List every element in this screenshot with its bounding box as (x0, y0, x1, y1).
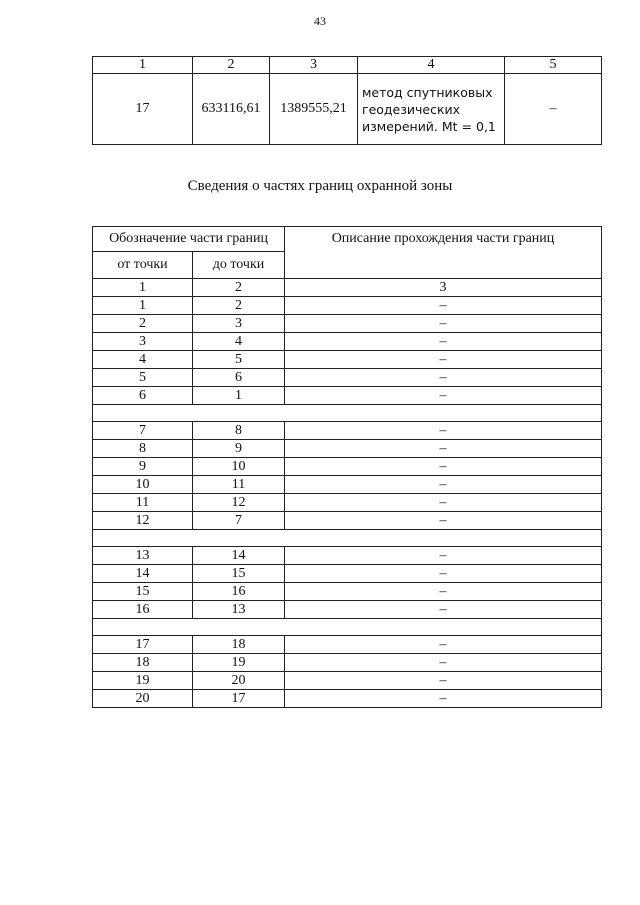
to-point-cell: 13 (193, 601, 285, 619)
to-point-cell: 14 (193, 547, 285, 565)
group-separator-row (93, 405, 602, 422)
to-point-cell: 20 (193, 672, 285, 690)
coordinate-x: 633116,61 (193, 74, 270, 145)
to-point-cell: 16 (193, 583, 285, 601)
table-row (93, 583, 602, 601)
column-number-5: 5 (505, 57, 602, 74)
from-point-cell: 11 (93, 494, 193, 512)
coordinates-table (92, 56, 602, 145)
from-point-cell: 10 (93, 476, 193, 494)
table-row (93, 351, 602, 369)
boundary-parts-table (92, 226, 602, 708)
description-cell: – (285, 601, 602, 619)
description-cell: – (285, 315, 602, 333)
from-point-cell: 7 (93, 422, 193, 440)
from-point-cell: 3 (93, 333, 193, 351)
table-row (93, 333, 602, 351)
table-row (93, 458, 602, 476)
table-row (93, 315, 602, 333)
separator-cell (93, 619, 602, 636)
table-row (93, 601, 602, 619)
column-number-2: 2 (193, 279, 285, 297)
to-point-cell: 8 (193, 422, 285, 440)
column-number-3: 3 (270, 57, 358, 74)
from-point-cell: 16 (93, 601, 193, 619)
to-point-cell: 19 (193, 654, 285, 672)
to-point-cell: 12 (193, 494, 285, 512)
from-point-cell: 20 (93, 690, 193, 708)
designation-header: Обозначение части границ (93, 227, 285, 252)
to-point-cell: 17 (193, 690, 285, 708)
table-row (93, 494, 602, 512)
description-cell: – (285, 369, 602, 387)
to-point-cell: 6 (193, 369, 285, 387)
description-cell: – (285, 547, 602, 565)
table-row (93, 565, 602, 583)
table-row (93, 369, 602, 387)
description-cell: – (285, 654, 602, 672)
table-header-row (93, 227, 602, 252)
from-point-cell: 19 (93, 672, 193, 690)
to-point-cell: 10 (193, 458, 285, 476)
from-point-cell: 2 (93, 315, 193, 333)
description-cell: – (285, 440, 602, 458)
description-cell: – (285, 583, 602, 601)
from-point-cell: 15 (93, 583, 193, 601)
table-row (93, 387, 602, 405)
description-cell: – (285, 672, 602, 690)
table-row (93, 690, 602, 708)
to-point-cell: 15 (193, 565, 285, 583)
column-number-4: 4 (358, 57, 505, 74)
to-point-cell: 2 (193, 297, 285, 315)
description-header: Описание прохождения части границ (285, 227, 602, 279)
table-row (93, 422, 602, 440)
table-row (93, 547, 602, 565)
description-cell: – (285, 565, 602, 583)
from-point-cell: 18 (93, 654, 193, 672)
description-cell: – (285, 636, 602, 654)
from-point-cell: 8 (93, 440, 193, 458)
to-point-cell: 11 (193, 476, 285, 494)
table-row (93, 636, 602, 654)
table-row (93, 297, 602, 315)
table-row (93, 476, 602, 494)
method-description: метод спутниковых геодезических измерений. Mt = 0,1 (358, 74, 505, 145)
description-cell: – (285, 494, 602, 512)
description-cell: – (285, 512, 602, 530)
column-numbering-row (93, 279, 602, 297)
description-cell: – (285, 387, 602, 405)
from-point-cell: 17 (93, 636, 193, 654)
description-cell: – (285, 297, 602, 315)
description-cell: – (285, 458, 602, 476)
to-point-cell: 7 (193, 512, 285, 530)
table-row (93, 74, 602, 145)
table-row (93, 654, 602, 672)
section-title: Сведения о частях границ охранной зоны (187, 178, 453, 194)
to-point-cell: 18 (193, 636, 285, 654)
to-point-header: до точки (193, 252, 285, 279)
from-point-cell: 6 (93, 387, 193, 405)
from-point-header: от точки (93, 252, 193, 279)
description-cell: – (285, 422, 602, 440)
from-point-cell: 5 (93, 369, 193, 387)
from-point-cell: 1 (93, 297, 193, 315)
coordinate-y: 1389555,21 (270, 74, 358, 145)
from-point-cell: 14 (93, 565, 193, 583)
to-point-cell: 9 (193, 440, 285, 458)
from-point-cell: 12 (93, 512, 193, 530)
table-row (93, 672, 602, 690)
separator-cell (93, 530, 602, 547)
column-number-2: 2 (193, 57, 270, 74)
group-separator-row (93, 619, 602, 636)
to-point-cell: 4 (193, 333, 285, 351)
column-number-3: 3 (285, 279, 602, 297)
from-point-cell: 9 (93, 458, 193, 476)
table-row (93, 512, 602, 530)
separator-cell (93, 405, 602, 422)
page-number: 43 (314, 14, 326, 28)
to-point-cell: 1 (193, 387, 285, 405)
column-number-1: 1 (93, 279, 193, 297)
description-cell: – (285, 351, 602, 369)
column-number-1: 1 (93, 57, 193, 74)
to-point-cell: 3 (193, 315, 285, 333)
point-number: 17 (93, 74, 193, 145)
description-cell: – (285, 690, 602, 708)
description-cell: – (285, 333, 602, 351)
table-row (93, 440, 602, 458)
from-point-cell: 4 (93, 351, 193, 369)
group-separator-row (93, 530, 602, 547)
table-header-row (93, 57, 602, 74)
description-cell: – (285, 476, 602, 494)
to-point-cell: 5 (193, 351, 285, 369)
note-cell: – (505, 74, 602, 145)
from-point-cell: 13 (93, 547, 193, 565)
